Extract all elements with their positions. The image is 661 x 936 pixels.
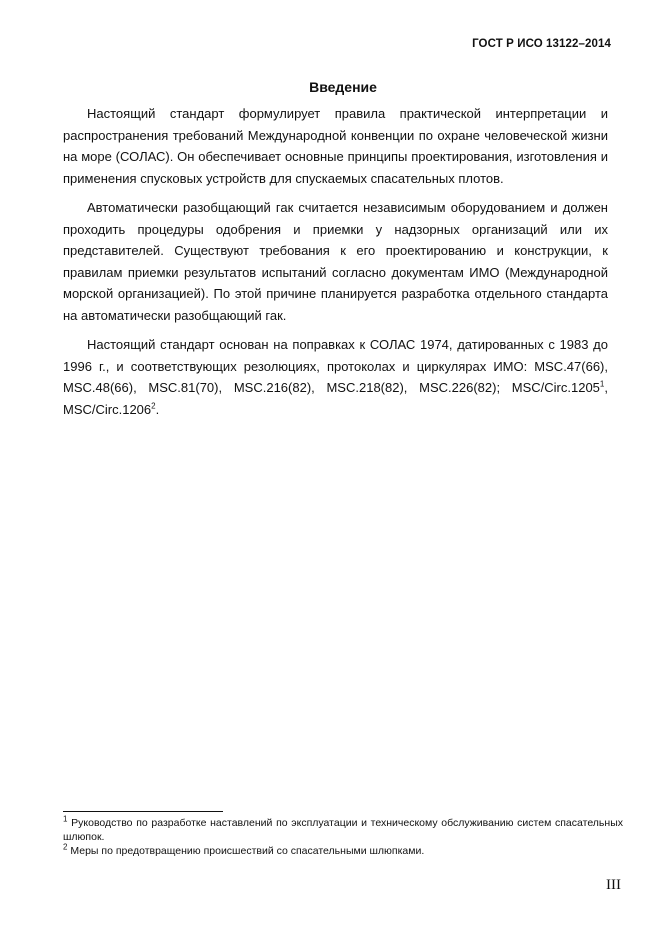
body-text — [63, 103, 608, 428]
paragraph-2: Автоматически разобщающий гак считается независимым оборудованием и должен проходить процедуры одобрения и приемки у надзорных организаций или их представителей. Существуют требования к его проектированию и конструкции, к правилам приемки результатов испытаний согласно документам ИМО (Международной морской организацией). По этой причине планируется разработка отдельного стандарта на автоматически разобщающий гак. — [63, 200, 608, 323]
footnote-ref-2: 2 — [151, 401, 156, 411]
page-number: III — [606, 877, 621, 893]
footnote-mark-1: 1 — [63, 814, 68, 824]
paragraph-3-mid: , MSC/Circ.1206 — [63, 380, 608, 417]
document-code-header: ГОСТ Р ИСО 13122–2014 — [472, 38, 611, 50]
footnote-ref-1: 1 — [599, 379, 605, 389]
footnote-2 — [63, 844, 623, 858]
paragraph-3-main: Настоящий стандарт основан на поправках к СОЛАС 1974, датированных с 1983 до 1996 г., и соответствующих резолюциях, протоколах и циркулярах ИМО: MSC.47(66), MSC.48(66), MSC.81(70), MSC.216(82), MSC.218(82), MSC.226(82); MSC/Circ.1205 — [63, 337, 608, 395]
footnote-mark-2: 2 — [63, 842, 68, 852]
footnote-1 — [63, 816, 623, 844]
paragraph-3 — [63, 334, 608, 420]
section-title: Введение — [309, 79, 377, 95]
footnote-text-2: Меры по предотвращению происшествий со спасательными шлюпками. — [67, 845, 425, 857]
footnote-divider — [63, 811, 223, 812]
footnotes — [63, 816, 623, 858]
footnote-text-1: Руководство по разработке наставлений по эксплуатации и техническому обслуживанию систем спасательных шлюпок. — [63, 817, 623, 843]
paragraph-1: Настоящий стандарт формулирует правила практической интерпретации и распространения требований Международной конвенции по охране человеческой жизни на море (СОЛАС). Он обеспечивает основные принципы проектирования, изготовления и применения спусковых устройств для спускаемых спасательных плотов. — [63, 106, 608, 186]
paragraph-3-end: . — [155, 401, 160, 417]
